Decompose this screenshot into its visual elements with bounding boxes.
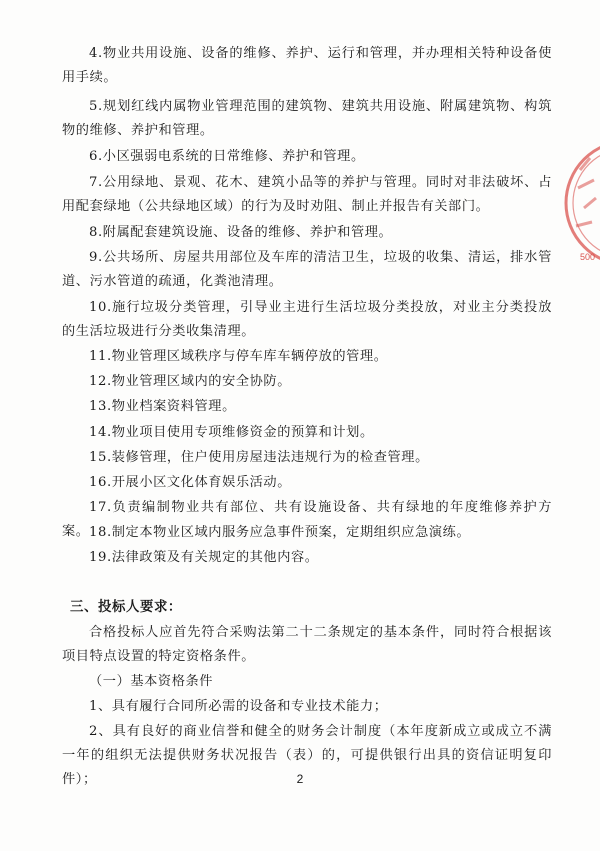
item-16: 16.开展小区文化体育娱乐活动。 bbox=[89, 475, 292, 490]
item-4: 4.物业共用设施、设备的维修、养护、运行和管理，并办理相关特种设备使用手续。 bbox=[62, 46, 552, 85]
item-9: 9.公共场所、房屋共用部位及车库的清洁卫生，垃圾的收集、清运，排水管道、污水管道的疏通，化粪池清理。 bbox=[62, 250, 552, 289]
item-15: 15.装修管理，住户使用房屋违法违规行为的检查管理。 bbox=[89, 450, 429, 465]
item-11: 11.物业管理区域秩序与停车库车辆停放的管理。 bbox=[89, 349, 388, 364]
item-13: 13.物业档案资料管理。 bbox=[89, 399, 236, 414]
item-17: 17.负责编制物业共有部位、共有设施设备、共有绿地的年度维修养护方案。 bbox=[62, 500, 552, 539]
condition-2: 2、具有良好的商业信誉和健全的财务会计制度（本年度新成立或成立不满一年的组织无法提供财务状况报告（表）的，可提供银行出具的资信证明复印件）； bbox=[62, 724, 552, 787]
section-heading: 三、投标人要求： bbox=[70, 600, 182, 615]
item-5: 5.规划红线内属物业管理范围的建筑物、建筑共用设施、附属建筑物、构筑物的维修、养护和管理。 bbox=[62, 99, 552, 138]
item-18: 18.制定本物业区域内服务应急事件预案，定期组织应急演练。 bbox=[89, 525, 471, 540]
item-7: 7.公用绿地、景观、花木、建筑小品等的养护与管理。同时对非法破坏、占用配套绿地（公共绿地区域）的行为及时劝阻、制止并报告有关部门。 bbox=[62, 175, 552, 214]
seal-text: 500 bbox=[580, 252, 596, 262]
page-number: 2 bbox=[296, 772, 304, 786]
subheading-basic-qualifications: （一）基本资格条件 bbox=[89, 674, 214, 689]
item-14: 14.物业项目使用专项维修资金的预算和计划。 bbox=[89, 425, 374, 440]
item-19: 19.法律政策及有关规定的其他内容。 bbox=[89, 550, 319, 565]
item-6: 6.小区强弱电系统的日常维修、养护和管理。 bbox=[89, 149, 365, 164]
item-12: 12.物业管理区域内的安全协防。 bbox=[89, 374, 292, 389]
seal-stamp-icon bbox=[550, 128, 600, 278]
section-intro: 合格投标人应首先符合采购法第二十二条规定的基本条件，同时符合根据该项目特点设置的特定资格条件。 bbox=[62, 625, 552, 664]
condition-1: 1、具有履行合同所必需的设备和专业技术能力； bbox=[89, 699, 388, 714]
item-8: 8.附属配套建筑设施、设备的维修、养护和管理。 bbox=[89, 225, 393, 240]
item-10: 10.施行垃圾分类管理，引导业主进行生活垃圾分类投放，对业主分类投放的生活垃圾进行分类收集清理。 bbox=[62, 300, 552, 339]
